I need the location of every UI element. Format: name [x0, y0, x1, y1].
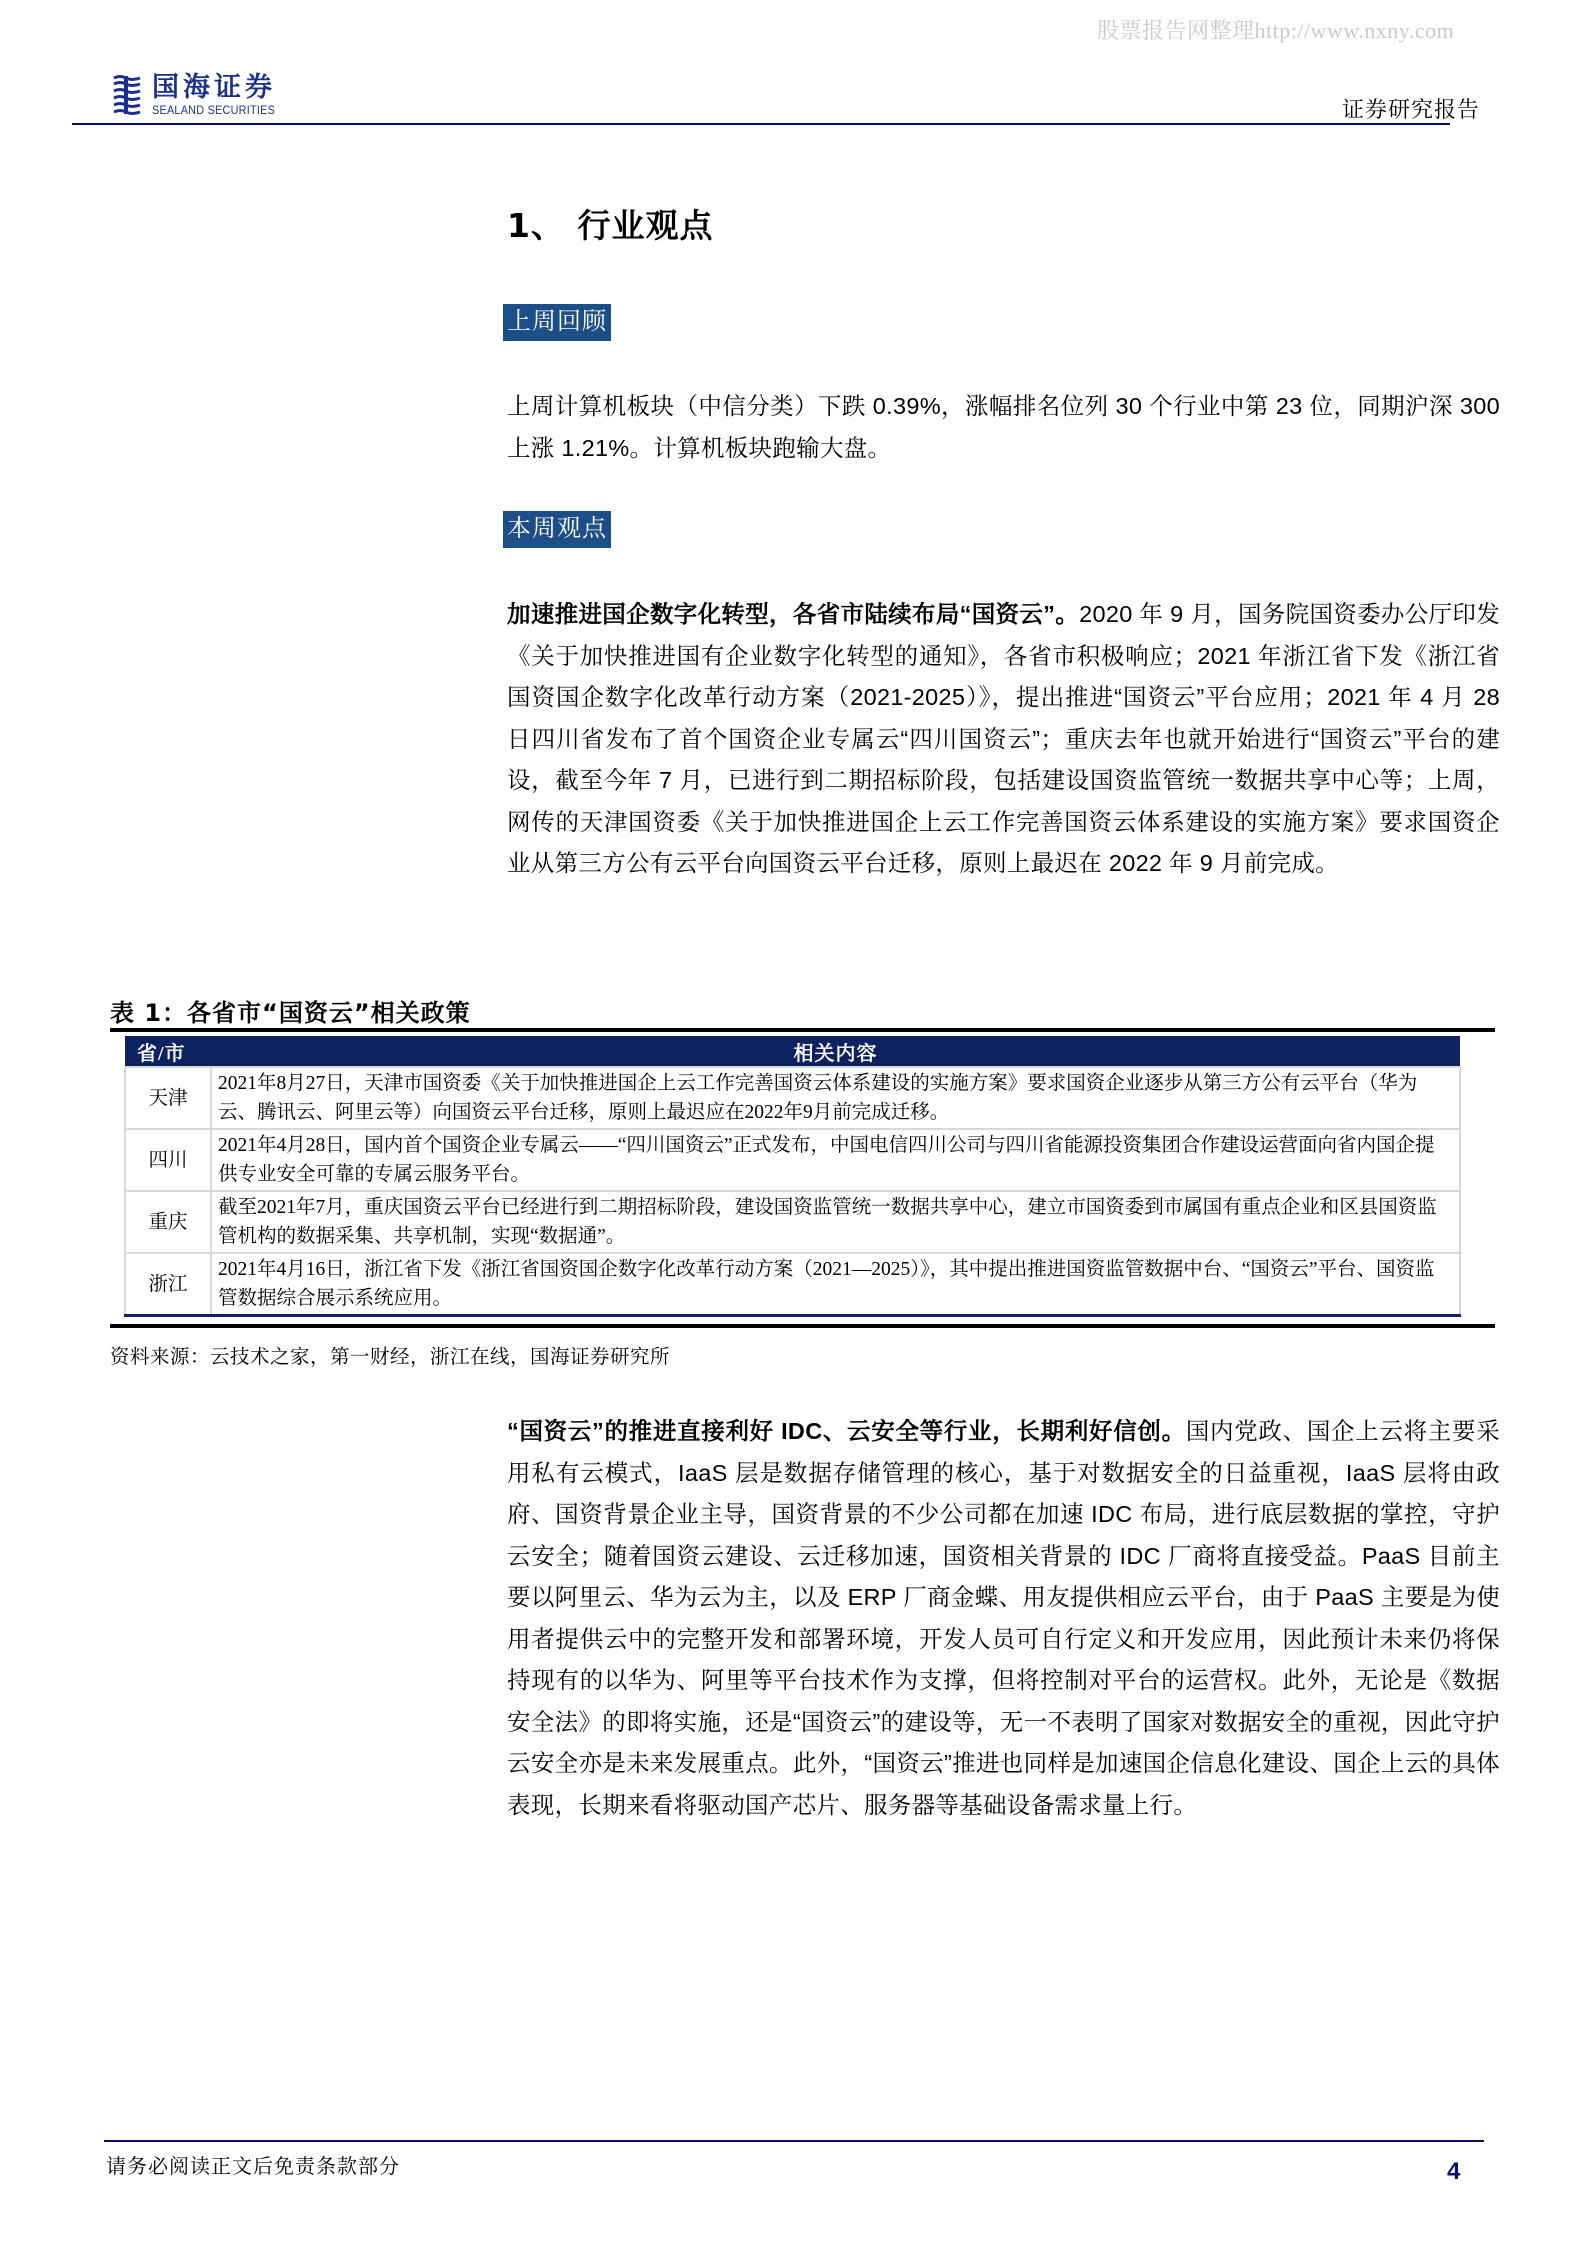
- disclaimer-notice: 请务必阅读正文后免责条款部分: [106, 2156, 400, 2178]
- province-cell: 四川: [125, 1129, 211, 1191]
- last-week-tag: 上周回顾: [503, 304, 611, 341]
- logo-english-name: SEALAND SECURITIES: [152, 103, 276, 117]
- content-cell: 2021年4月28日，国内首个国资企业专属云——“四川国资云”正式发布，中国电信四川公司与四川省能源投资集团合作建设运营面向省内国企提供专业安全可靠的专属云服务平台。: [211, 1129, 1460, 1191]
- this-week-paragraph: [507, 594, 1500, 885]
- table-bottom-rule: [110, 1324, 1495, 1328]
- document-type: 证券研究报告: [1341, 97, 1480, 122]
- table-row: [125, 1253, 1460, 1316]
- table-top-rule: [110, 1028, 1495, 1032]
- province-cell: 浙江: [125, 1253, 211, 1316]
- table-source-note: 资料来源：云技术之家，第一财经，浙江在线，国海证券研究所: [110, 1347, 671, 1368]
- province-cell: 重庆: [125, 1191, 211, 1253]
- table-row: [125, 1191, 1460, 1253]
- analysis-body: 国内党政、国企上云将主要采用私有云模式，IaaS 层是数据存储管理的核心，基于对数据安全的日益重视，IaaS 层将由政府、国资背景企业主导，国资背景的不少公司都在加速 IDC 布局，进行底层数据的掌控，守护云安全；随着国资云建设、云迁移加速，国资相关背景的 IDC 厂商将直接受益。PaaS 目前主要以阿里云、华为云为主，以及 ERP 厂商金蝶、用友提供相应云平台，由于 PaaS 主要是为使用者提供云中的完整开发和部署环境，开发人员可自行定义和开发应用，因此预计未来仍将保持现有的以华为、阿里等平台技术作为支撑，但将控制对平台的运营权。此外，无论是《数据安全法》的即将实施，还是“国资云”的建设等，无一不表明了国家对数据安全的重视，因此守护云安全亦是未来发展重点。此外，“国资云”推进也同样是加速国企信息化建设、国企上云的具体表现，长期来看将驱动国产芯片、服务器等基础设备需求量上行。: [507, 1418, 1500, 1818]
- this-week-lead: 加速推进国企数字化转型，各省市陆续布局“国资云”。: [507, 601, 1080, 627]
- this-week-tag: 本周观点: [503, 511, 611, 548]
- this-week-body: 2020 年 9 月，国务院国资委办公厅印发《关于加快推进国有企业数字化转型的通知》，各省市积极响应；2021 年浙江省下发《浙江省国资国企数字化改革行动方案（2021-2025）》，提出推进“国资云”平台应用；2021 年 4 月 28 日四川省发布了首个国资企业专属云“四川国资云”；重庆去年也就开始进行“国资云”平台的建设，截至今年 7 月，已进行到二期招标阶段，包括建设国资监管统一数据共享中心等；上周，网传的天津国资委《关于加快推进国企上云工作完善国资云体系建设的实施方案》要求国资企业从第三方公有云平台向国资云平台迁移，原则上最迟在 2022 年 9 月前完成。: [507, 601, 1501, 876]
- content-cell: 2021年8月27日，天津市国资委《关于加快推进国企上云工作完善国资云体系建设的实施方案》要求国资企业逐步从第三方公有云平台（华为云、腾讯云、阿里云等）向国资云平台迁移，原则上最迟应在2022年9月前完成迁移。: [211, 1067, 1460, 1129]
- content-cell: 截至2021年7月，重庆国资云平台已经进行到二期招标阶段，建设国资监管统一数据共享中心，建立市国资委到市属国有重点企业和区县国资监管机构的数据采集、共享机制，实现“数据通”。: [211, 1191, 1460, 1253]
- policy-table: [124, 1036, 1461, 1317]
- content-cell: 2021年4月16日，浙江省下发《浙江省国资国企数字化改革行动方案（2021—2025）》，其中提出推进国资监管数据中台、“国资云”平台、国资监管数据综合展示系统应用。: [211, 1253, 1460, 1316]
- analysis-paragraph: [507, 1411, 1500, 1826]
- sealand-wave-logo-icon: [112, 74, 142, 116]
- table-row: [125, 1129, 1460, 1191]
- section-title: 1、 行业观点: [507, 206, 714, 245]
- last-week-paragraph: 上周计算机板块（中信分类）下跌 0.39%，涨幅排名位列 30 个行业中第 23 位，同期沪深 300 上涨 1.21%。计算机板块跑输大盘。: [507, 393, 1500, 461]
- company-logo: [112, 73, 289, 117]
- table-row: [125, 1067, 1460, 1129]
- watermark: 股票报告网整理http://www.nxny.com: [1097, 18, 1455, 43]
- page-number: 4: [1447, 2158, 1461, 2185]
- table-caption: 表 1：各省市“国资云”相关政策: [110, 999, 471, 1027]
- province-cell: 天津: [125, 1067, 211, 1129]
- analysis-lead: “国资云”的推进直接利好 IDC、云安全等行业，长期利好信创。: [507, 1418, 1186, 1444]
- footer-divider: [104, 2140, 1484, 2142]
- column-header-province: 省/市: [125, 1036, 211, 1067]
- table-header-row: [125, 1036, 1460, 1067]
- column-header-content: 相关内容: [211, 1036, 1460, 1067]
- logo-chinese-name: 国海证券: [152, 72, 276, 103]
- header-divider: [72, 123, 1450, 125]
